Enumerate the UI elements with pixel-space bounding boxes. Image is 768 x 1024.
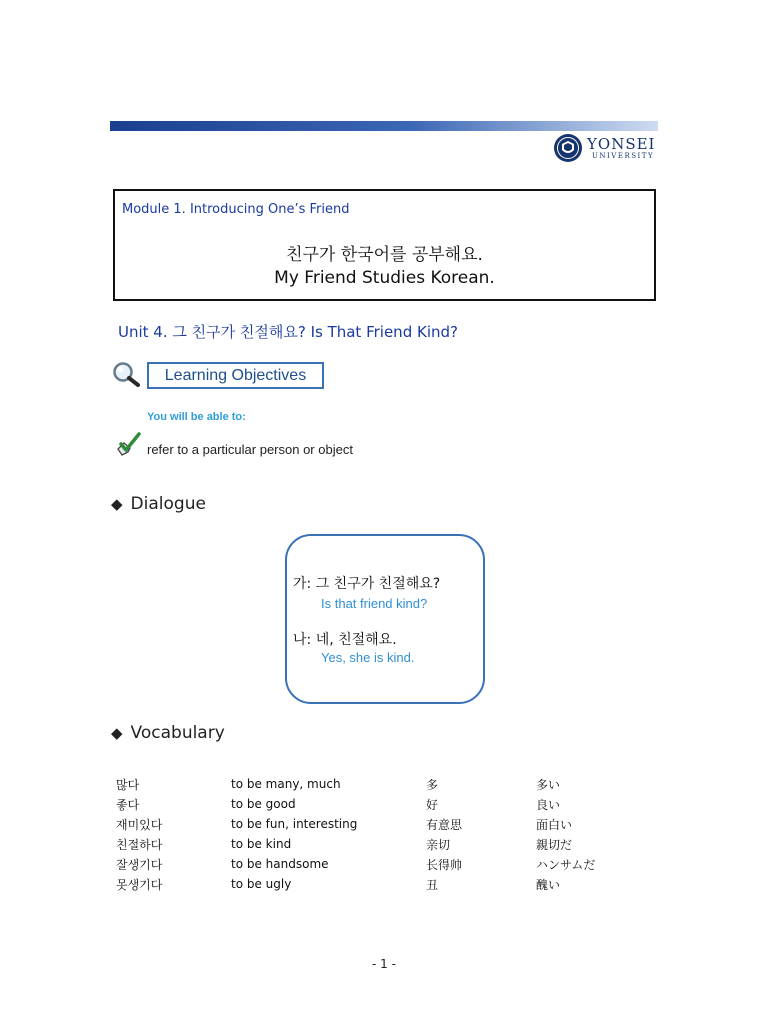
vocabulary-heading-text: Vocabulary — [130, 723, 225, 743]
vocab-chinese: 亲切 — [426, 837, 451, 852]
vocab-chinese: 丑 — [426, 877, 439, 892]
vocab-chinese: 好 — [426, 797, 439, 812]
module-label: Module 1. Introducing One’s Friend — [122, 202, 350, 217]
vocab-english: to be good — [231, 797, 296, 811]
university-subtitle: UNIVERSITY — [592, 152, 655, 160]
table-row — [116, 854, 636, 874]
vocab-korean: 친절하다 — [116, 837, 163, 852]
university-logo — [553, 133, 659, 163]
vocab-korean: 재미있다 — [116, 817, 163, 832]
learning-objectives-heading: Learning Objectives — [164, 367, 307, 384]
checkmark-icon — [116, 431, 142, 457]
diamond-bullet-icon: ◆ — [111, 724, 123, 742]
table-row — [116, 794, 636, 814]
dialogue-line-a-english: Is that friend kind? — [321, 596, 428, 611]
vocab-korean: 잘생기다 — [116, 857, 163, 872]
objectives-intro: You will be able to: — [147, 411, 246, 423]
table-row — [116, 814, 636, 834]
vocab-japanese: 親切だ — [536, 837, 573, 852]
unit-title: Unit 4. 그 친구가 친절해요? Is That Friend Kind? — [118, 323, 458, 341]
vocab-english: to be handsome — [231, 857, 329, 871]
module-title-box — [113, 189, 656, 301]
vocab-korean: 못생기다 — [116, 877, 163, 892]
page-number: - 1 - — [372, 957, 396, 971]
vocab-korean: 좋다 — [116, 797, 140, 812]
module-title-korean: 친구가 한국어를 공부해요. — [286, 245, 483, 265]
magnifier-icon — [110, 360, 142, 388]
dialogue-line-b-english: Yes, she is kind. — [321, 650, 415, 665]
learning-objectives-heading-box — [147, 362, 324, 389]
table-row — [116, 874, 636, 894]
vocab-english: to be kind — [231, 837, 292, 851]
dialogue-box — [285, 534, 485, 704]
vocab-chinese: 多 — [426, 777, 439, 792]
table-row — [116, 834, 636, 854]
vocab-japanese: 良い — [536, 797, 561, 812]
module-title-english: My Friend Studies Korean. — [274, 268, 495, 288]
vocab-japanese: 面白い — [536, 817, 573, 832]
vocab-japanese: ハンサムだ — [536, 857, 596, 872]
vocabulary-table — [116, 774, 636, 894]
dialogue-heading — [111, 494, 206, 514]
university-seal-icon — [553, 133, 583, 163]
vocab-korean: 많다 — [116, 777, 140, 792]
university-name: YONSEI — [587, 135, 656, 153]
dialogue-line-a-korean: 가: 그 친구가 친절해요? — [293, 576, 441, 592]
dialogue-heading-text: Dialogue — [130, 494, 206, 514]
vocab-chinese: 有意思 — [426, 817, 463, 832]
vocab-english: to be fun, interesting — [231, 817, 358, 831]
objective-item: refer to a particular person or object — [147, 442, 353, 457]
dialogue-line-b-korean: 나: 네, 친절해요. — [293, 632, 397, 648]
vocab-japanese: 多い — [536, 777, 561, 792]
vocab-english: to be many, much — [231, 777, 341, 791]
header-bar — [110, 121, 658, 131]
diamond-bullet-icon: ◆ — [111, 495, 123, 513]
table-row — [116, 774, 636, 794]
vocabulary-heading — [111, 723, 225, 743]
vocab-chinese: 长得帅 — [426, 857, 463, 872]
vocab-japanese: 醜い — [536, 877, 561, 892]
vocab-english: to be ugly — [231, 877, 292, 891]
